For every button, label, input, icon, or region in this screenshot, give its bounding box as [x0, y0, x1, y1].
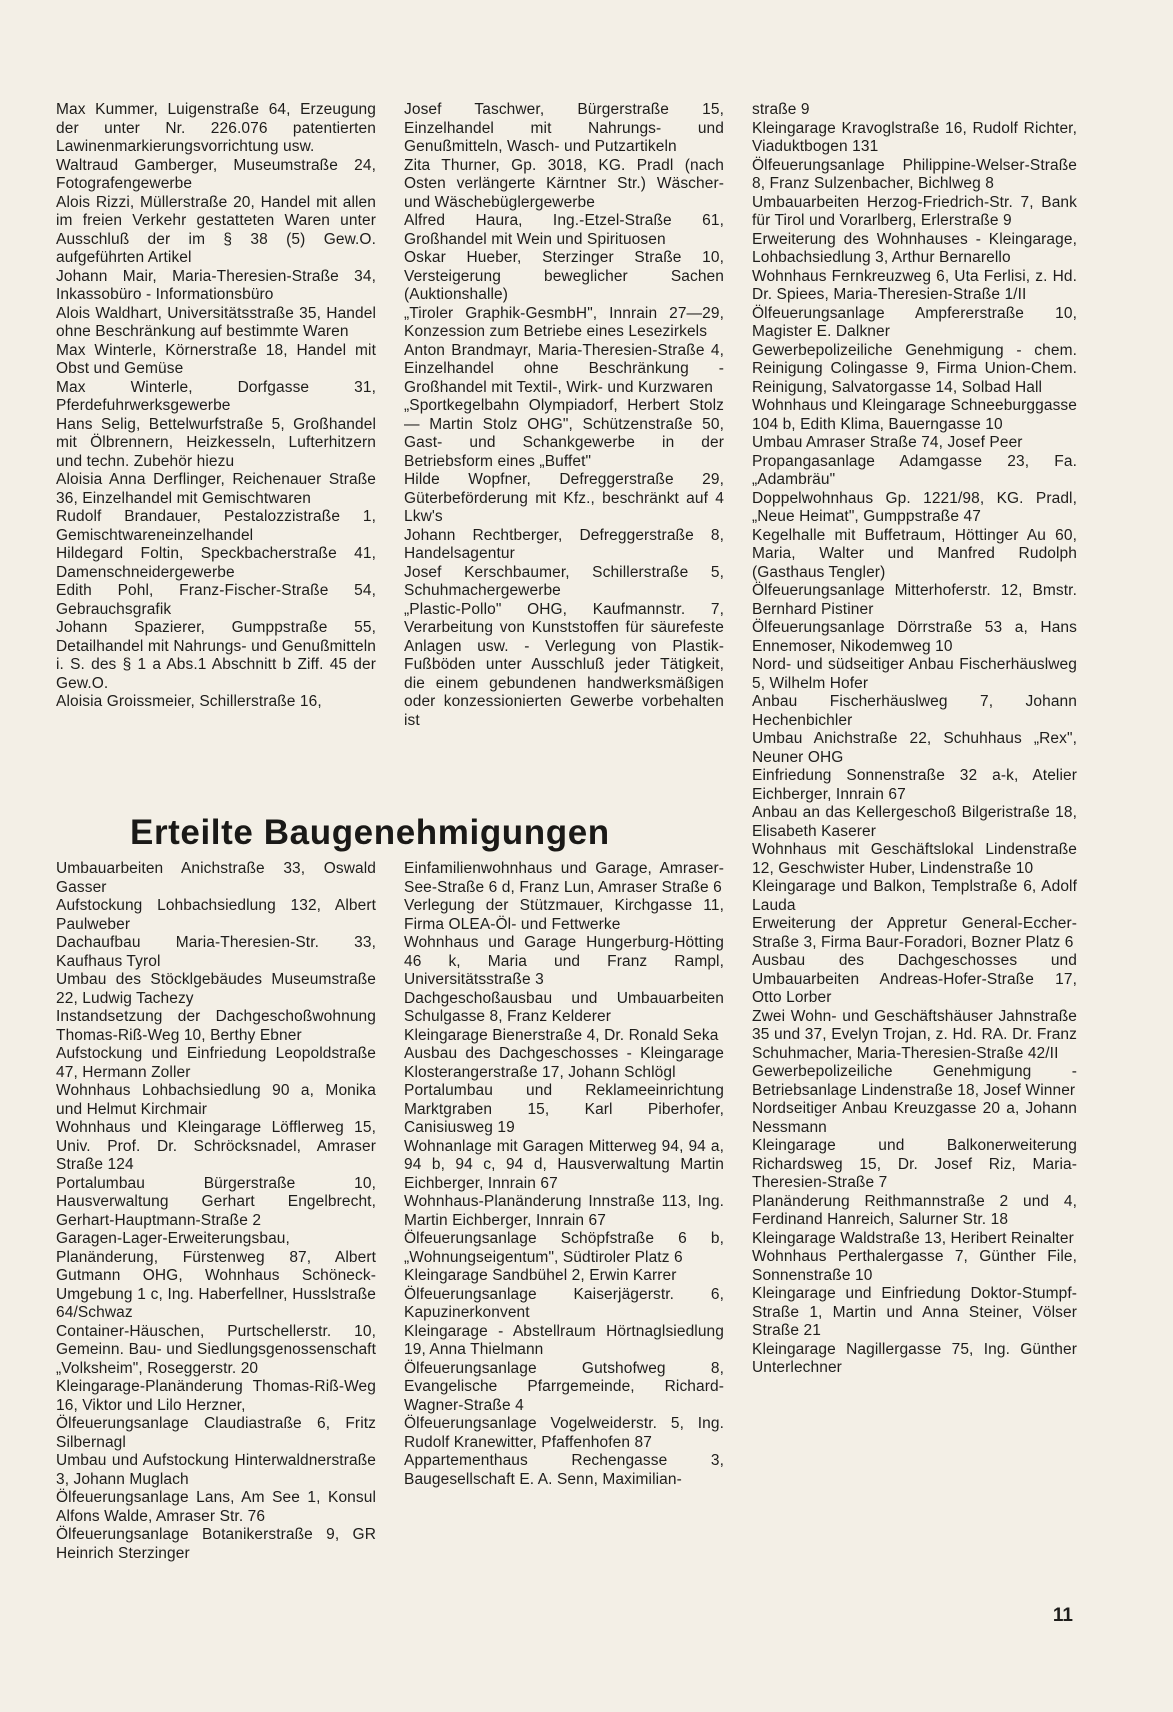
entry: Aloisia Anna Derflinger, Reichenauer Straße 36, Einzelhandel mit Gemischtwaren	[56, 471, 376, 507]
building-permits-column-3	[752, 101, 1077, 1378]
building-permits-column-1	[56, 860, 376, 1563]
entry: Garagen-Lager-Erweiterungsbau, Planänderung, Fürstenweg 87, Albert Gutmann OHG, Wohnhaus Schöneck-Umgebung 1 c, Ing. Haberfellner, Husslstraße 64/Schwaz	[56, 1230, 376, 1321]
entry: Kleingarage und Einfriedung Doktor-Stumpf-Straße 1, Martin und Anna Steiner, Völser Straße 21	[752, 1285, 1077, 1339]
entry: Josef Kerschbaumer, Schillerstraße 5, Schuhmachergewerbe	[404, 563, 724, 599]
entry: Einfriedung Sonnenstraße 32 a-k, Atelier Eichberger, Innrain 67	[752, 767, 1077, 803]
entry: Ölfeuerungsanlage Ampfererstraße 10, Magister E. Dalkner	[752, 304, 1077, 340]
entry: Wohnhaus mit Geschäftslokal Lindenstraße 12, Geschwister Huber, Lindenstraße 10	[752, 841, 1077, 877]
entry: Wohnanlage mit Garagen Mitterweg 94, 94 a, 94 b, 94 c, 94 d, Hausverwaltung Martin Eichberger, Innrain 67	[404, 1137, 724, 1192]
entry: Max Winterle, Körnerstraße 18, Handel mit Obst und Gemüse	[56, 341, 376, 377]
entry: Hildegard Foltin, Speckbacherstraße 41, Damenschneidergewerbe	[56, 545, 376, 581]
entry: Aloisia Groissmeier, Schillerstraße 16,	[56, 693, 322, 710]
entry: Ölfeuerungsanlage Gutshofweg 8, Evangelische Pfarrgemeinde, Richard-Wagner-Straße 4	[404, 1359, 724, 1414]
entry: Gewerbepolizeiliche Genehmigung - Betriebsanlage Lindenstraße 18, Josef Winner	[752, 1063, 1077, 1099]
entry: Ausbau des Dachgeschosses - Kleingarage Klosterangerstraße 17, Johann Schlögl	[404, 1045, 724, 1081]
entry: Alois Rizzi, Müllerstraße 20, Handel mit allen im freien Verkehr gestatteten Waren unter Ausschluß der im § 38 (5) Gew.O. aufgeführten Artikel	[56, 193, 376, 266]
entry: Nordseitiger Anbau Kreuzgasse 20 a, Johann Nessmann	[752, 1100, 1077, 1136]
entry: Wohnhaus und Kleingarage Löfflerweg 15, Univ. Prof. Dr. Schröcksnadel, Amraser Straße 124	[56, 1119, 376, 1173]
entry: Planänderung Reithmannstraße 2 und 4, Ferdinand Hanreich, Salurner Str. 18	[752, 1192, 1077, 1228]
entry: Instandsetzung der Dachgeschoßwohnung Thomas-Riß-Weg 10, Berthy Ebner	[56, 1008, 376, 1044]
entry: Kleingarage Bienerstraße 4, Dr. Ronald Seka	[404, 1026, 719, 1044]
entry: Dachgeschoßausbau und Umbauarbeiten Schulgasse 8, Franz Kelderer	[404, 989, 724, 1025]
entry: Josef Taschwer, Bürgerstraße 15, Einzelhandel mit Nahrungs- und Genußmitteln, Wasch- und Putzartikeln	[404, 101, 724, 155]
entry: Ölfeuerungsanlage Kaiserjägerstr. 6, Kapuzinerkonvent	[404, 1285, 724, 1321]
entry: Kleingarage Waldstraße 13, Heribert Reinalter	[752, 1229, 1074, 1247]
entry: Ölfeuerungsanlage Dörrstraße 53 a, Hans Ennemoser, Nikodemweg 10	[752, 619, 1077, 655]
entry: Appartementhaus Rechengasse 3, Baugesellschaft E. A. Senn, Maximilian-	[404, 1452, 724, 1488]
entry: Dachaufbau Maria-Theresien-Str. 33, Kaufhaus Tyrol	[56, 934, 376, 970]
entry: Kleingarage und Balkonerweiterung Richardsweg 15, Dr. Josef Riz, Maria-Theresien-Straße 7	[752, 1137, 1077, 1191]
entry: Johann Spazierer, Gumppstraße 55, Detailhandel mit Nahrungs- und Genußmitteln i. S. des § 1 a Abs.1 Abschnitt b Ziff. 45 der Gew.O.	[56, 619, 376, 692]
entry: Hans Selig, Bettelwurfstraße 5, Großhandel mit Ölbrennern, Heizkesseln, Lufterhitzern und techn. Zubehör hiezu	[56, 415, 376, 470]
entry: Portalumbau und Reklameeinrichtung Marktgraben 15, Karl Piberhofer, Canisiusweg 19	[404, 1082, 724, 1136]
entry: Ölfeuerungsanlage Lans, Am See 1, Konsul Alfons Walde, Amraser Str. 76	[56, 1489, 376, 1525]
entry: Wohnhaus Lohbachsiedlung 90 a, Monika und Helmut Kirchmair	[56, 1082, 376, 1118]
entry: Anbau Fischerhäuslweg 7, Johann Hechenbichler	[752, 693, 1077, 729]
entry: „Plastic-Pollo" OHG, Kaufmannstr. 7, Verarbeitung von Kunststoffen für säurefeste Anlagen usw. - Verlegung von Plastik-Fußböden unter Ausschluß jeder Tätigkeit, die einem gebundenen handwerksmäßigen oder konzessionierten Gewerbe vorbehalten ist	[404, 600, 724, 729]
entry: Gewerbepolizeiliche Genehmigung - chem. Reinigung Colingasse 9, Firma Union-Chem. Reinigung, Salvatorgasse 14, Solbad Hall	[752, 341, 1077, 396]
entry: Ausbau des Dachgeschosses und Umbauarbeiten Andreas-Hofer-Straße 17, Otto Lorber	[752, 952, 1077, 1006]
entry: Wohnhaus und Kleingarage Schneeburggasse 104 b, Edith Klima, Bauerngasse 10	[752, 397, 1077, 433]
entry: Anton Brandmayr, Maria-Theresien-Straße 4, Einzelhandel ohne Beschränkung - Großhandel mit Textil-, Wirk- und Kurzwaren	[404, 341, 724, 396]
entry: Wohnhaus Perthalergasse 7, Günther File, Sonnenstraße 10	[752, 1248, 1077, 1284]
entry: Hilde Wopfner, Defreggerstraße 29, Güterbeförderung mit Kfz., beschränkt auf 4 Lkw's	[404, 471, 724, 525]
entry: Kleingarage Nagillergasse 75, Ing. Günther Unterlechner	[752, 1340, 1077, 1376]
entry: Einfamilienwohnhaus und Garage, Amraser-See-Straße 6 d, Franz Lun, Amraser Straße 6	[404, 860, 724, 896]
entry: Aufstockung Lohbachsiedlung 132, Albert Paulweber	[56, 897, 376, 933]
entry: Oskar Hueber, Sterzinger Straße 10, Versteigerung beweglicher Sachen (Auktionshalle)	[404, 249, 724, 303]
entry: Ölfeuerungsanlage Schöpfstraße 6 b, „Wohnungseigentum", Südtiroler Platz 6	[404, 1230, 724, 1266]
entry: Johann Rechtberger, Defreggerstraße 8, Handelsagentur	[404, 526, 724, 562]
entry: Wohnhaus-Planänderung Innstraße 113, Ing. Martin Eichberger, Innrain 67	[404, 1193, 724, 1229]
entry: Umbauarbeiten Anichstraße 33, Oswald Gasser	[56, 860, 376, 896]
trade-licenses-column-2	[404, 101, 724, 730]
entry: Ölfeuerungsanlage Philippine-Welser-Straße 8, Franz Sulzenbacher, Bichlweg 8	[752, 156, 1077, 192]
entry: Ölfeuerungsanlage Botanikerstraße 9, GR Heinrich Sterzinger	[56, 1526, 376, 1562]
trade-licenses-column-1	[56, 101, 376, 712]
entry: Kleingarage Kravoglstraße 16, Rudolf Richter, Viaduktbogen 131	[752, 119, 1077, 155]
entry: Portalumbau Bürgerstraße 10, Hausverwaltung Gerhart Engelbrecht, Gerhart-Hauptmann-Straße 2	[56, 1174, 376, 1229]
entry: Ölfeuerungsanlage Vogelweiderstr. 5, Ing. Rudolf Kranewitter, Pfaffenhofen 87	[404, 1415, 724, 1451]
entry: „Tiroler Graphik-GesmbH", Innrain 27—29, Konzession zum Betriebe eines Lesezirkels	[404, 304, 724, 340]
entry: Alfred Haura, Ing.-Etzel-Straße 61, Großhandel mit Wein und Spirituosen	[404, 212, 724, 248]
entry: Ölfeuerungsanlage Mitterhoferstr. 12, Bmstr. Bernhard Pistiner	[752, 582, 1077, 618]
entry: Kleingarage - Abstellraum Hörtnaglsiedlung 19, Anna Thielmann	[404, 1322, 724, 1358]
entry: Ölfeuerungsanlage Claudiastraße 6, Fritz Silbernagl	[56, 1415, 376, 1451]
entry: Aufstockung und Einfriedung Leopoldstraße 47, Hermann Zoller	[56, 1045, 376, 1081]
entry: Kegelhalle mit Buffetraum, Höttinger Au 60, Maria, Walter und Manfred Rudolph (Gasthaus Tengler)	[752, 526, 1077, 581]
entry: Umbauarbeiten Herzog-Friedrich-Str. 7, Bank für Tirol und Vorarlberg, Erlerstraße 9	[752, 193, 1077, 229]
entry: Wohnhaus und Garage Hungerburg-Hötting 46 k, Maria und Franz Rampl, Universitätsstraße 3	[404, 934, 724, 988]
entry: Doppelwohnhaus Gp. 1221/98, KG. Pradl, „Neue Heimat", Gumppstraße 47	[752, 489, 1077, 525]
entry: Johann Mair, Maria-Theresien-Straße 34, Inkassobüro - Informationsbüro	[56, 267, 376, 303]
entry: Zwei Wohn- und Geschäftshäuser Jahnstraße 35 und 37, Evelyn Trojan, z. Hd. RA. Dr. Franz Schuhmacher, Maria-Theresien-Straße 42/II	[752, 1007, 1077, 1062]
entry: Propangasanlage Adamgasse 23, Fa. „Adambräu"	[752, 452, 1077, 488]
page-number: 11	[1052, 1605, 1073, 1626]
entry: Umbau des Stöcklgebäudes Museumstraße 22, Ludwig Tachezy	[56, 971, 376, 1007]
entry: Zita Thurner, Gp. 3018, KG. Pradl (nach Osten verlängerte Kärntner Str.) Wäscher- und Wäschebüglergewerbe	[404, 156, 724, 211]
entry: straße 9	[752, 101, 810, 118]
section-heading: Erteilte Baugenehmigungen	[130, 813, 610, 853]
entry: „Sportkegelbahn Olympiadorf, Herbert Stolz — Martin Stolz OHG", Schützenstraße 50, Gast- und Schankgewerbe in der Betriebsform eines „Buffet"	[404, 397, 724, 470]
entry: Waltraud Gamberger, Museumstraße 24, Fotografengewerbe	[56, 156, 376, 192]
entry: Umbau Anichstraße 22, Schuhhaus „Rex", Neuner OHG	[752, 730, 1077, 766]
entry: Erweiterung der Appretur General-Eccher-Straße 3, Firma Baur-Foradori, Bozner Platz 6	[752, 915, 1077, 951]
entry: Alois Waldhart, Universitätsstraße 35, Handel ohne Beschränkung auf bestimmte Waren	[56, 304, 376, 340]
entry: Kleingarage-Planänderung Thomas-Riß-Weg 16, Viktor und Lilo Herzner,	[56, 1378, 376, 1414]
entry: Kleingarage Sandbühel 2, Erwin Karrer	[404, 1267, 677, 1284]
building-permits-column-2	[404, 860, 724, 1489]
entry: Container-Häuschen, Purtschellerstr. 10, Gemeinn. Bau- und Siedlungsgenossenschaft „Volksheim", Roseggerstr. 20	[56, 1322, 376, 1377]
entry: Wohnhaus Fernkreuzweg 6, Uta Ferlisi, z. Hd. Dr. Spiees, Maria-Theresien-Straße 1/II	[752, 267, 1077, 303]
entry: Umbau und Aufstockung Hinterwaldnerstraße 3, Johann Muglach	[56, 1452, 376, 1488]
entry: Max Winterle, Dorfgasse 31, Pferdefuhrwerksgewerbe	[56, 378, 376, 414]
entry: Rudolf Brandauer, Pestalozzistraße 1, Gemischtwareneinzelhandel	[56, 508, 376, 544]
entry: Kleingarage und Balkon, Templstraße 6, Adolf Lauda	[752, 878, 1077, 914]
entry: Max Kummer, Luigenstraße 64, Erzeugung der unter Nr. 226.076 patentierten Lawinenmarkierungsvorrichtung usw.	[56, 101, 376, 155]
entry: Umbau Amraser Straße 74, Josef Peer	[752, 434, 1023, 451]
entry: Edith Pohl, Franz-Fischer-Straße 54, Gebrauchsgrafik	[56, 582, 376, 618]
entry: Erweiterung des Wohnhauses - Kleingarage, Lohbachsiedlung 3, Arthur Bernarello	[752, 230, 1077, 266]
entry: Anbau an das Kellergeschoß Bilgeristraße 18, Elisabeth Kaserer	[752, 804, 1077, 840]
entry: Nord- und südseitiger Anbau Fischerhäuslweg 5, Wilhelm Hofer	[752, 656, 1077, 692]
entry: Verlegung der Stützmauer, Kirchgasse 11, Firma OLEA-Öl- und Fettwerke	[404, 897, 724, 933]
